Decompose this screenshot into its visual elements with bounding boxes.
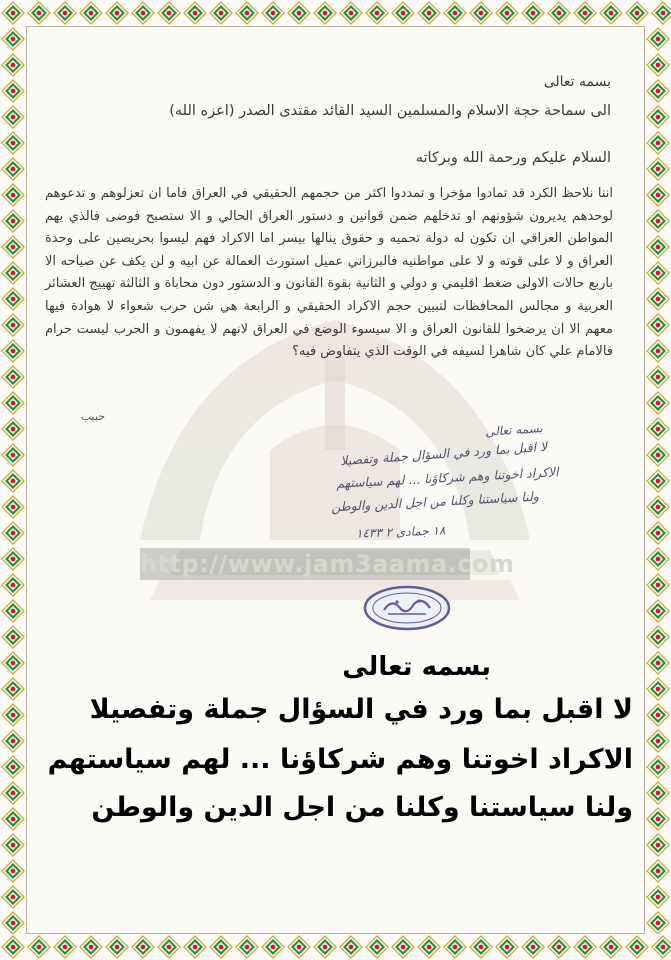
border-ornament: [312, 934, 338, 960]
seal-stamp-icon: [362, 584, 452, 632]
border-ornament: [645, 338, 671, 364]
border-ornament: [494, 0, 520, 26]
border-ornament: [0, 520, 26, 546]
border-ornament: [390, 0, 416, 26]
handwritten-line-2: لا اقبل بما ورد في السؤال جملة وتفصيلا: [339, 438, 548, 469]
border-ornament: [520, 0, 546, 26]
transcription-title: بسمه تعالى: [342, 652, 491, 682]
border-ornament: [0, 390, 26, 416]
border-ornament: [546, 934, 572, 960]
border-ornament: [546, 0, 572, 26]
border-ornament: [442, 0, 468, 26]
border-ornament: [645, 780, 671, 806]
border-ornament: [234, 934, 260, 960]
decorative-border-left: [0, 26, 26, 934]
border-ornament: [645, 52, 671, 78]
border-ornament: [0, 26, 26, 52]
border-ornament: [645, 624, 671, 650]
border-ornament: [156, 0, 182, 26]
border-ornament: [78, 0, 104, 26]
border-ornament: [645, 442, 671, 468]
border-ornament: [598, 0, 624, 26]
border-ornament: [645, 520, 671, 546]
border-ornament: [0, 806, 26, 832]
border-ornament: [494, 934, 520, 960]
border-ornament: [645, 702, 671, 728]
border-ornament: [0, 78, 26, 104]
border-ornament: [645, 910, 671, 934]
border-ornament: [645, 208, 671, 234]
border-ornament: [645, 260, 671, 286]
border-ornament: [645, 806, 671, 832]
border-ornament: [26, 934, 52, 960]
border-ornament: [0, 416, 26, 442]
border-ornament: [645, 650, 671, 676]
border-ornament: [0, 52, 26, 78]
border-ornament: [0, 260, 26, 286]
border-ornament: [0, 312, 26, 338]
border-ornament: [645, 572, 671, 598]
border-ornament: [645, 546, 671, 572]
border-ornament: [0, 546, 26, 572]
border-ornament: [645, 312, 671, 338]
handwritten-date: ١٨ جمادى ٢ ١٤٣٣: [355, 523, 446, 541]
border-ornament: [286, 934, 312, 960]
border-ornament: [645, 728, 671, 754]
border-ornament: [0, 0, 26, 26]
border-ornament: [0, 286, 26, 312]
border-ornament: [645, 26, 671, 52]
decorative-border-right: [645, 26, 671, 934]
border-ornament: [0, 780, 26, 806]
handwritten-line-3: الاكراد اخوتنا وهم شركاؤنا ... لهم سياستهم: [336, 464, 560, 491]
border-ornament: [0, 728, 26, 754]
border-ornament: [0, 650, 26, 676]
border-ornament: [0, 832, 26, 858]
border-ornament: [0, 104, 26, 130]
border-ornament: [0, 364, 26, 390]
border-ornament: [0, 468, 26, 494]
border-ornament: [416, 934, 442, 960]
border-ornament: [468, 934, 494, 960]
border-ornament: [0, 754, 26, 780]
border-ornament: [0, 934, 26, 960]
border-ornament: [645, 130, 671, 156]
border-ornament: [442, 934, 468, 960]
border-ornament: [260, 934, 286, 960]
border-ornament: [645, 468, 671, 494]
letter-signature: حبيب: [80, 410, 105, 423]
border-ornament: [0, 156, 26, 182]
border-ornament: [286, 0, 312, 26]
transcription-line-1: لا اقبل بما ورد في السؤال جملة وتفصيلا: [89, 694, 633, 725]
border-ornament: [312, 0, 338, 26]
border-ornament: [645, 884, 671, 910]
border-ornament: [208, 934, 234, 960]
border-ornament: [645, 598, 671, 624]
border-ornament: [208, 0, 234, 26]
border-ornament: [645, 858, 671, 884]
border-ornament: [645, 156, 671, 182]
border-ornament: [338, 934, 364, 960]
border-ornament: [130, 0, 156, 26]
border-ornament: [572, 934, 598, 960]
border-ornament: [468, 0, 494, 26]
letter-body: اننا نلاحظ الكرد قد تمادوا مؤخرا و تمددوا اكثر من حجمهم الحقيقي في العراق فاما ان تعزلوهم و تدعوهم لوحدهم يديرون شؤونهم او تدخلهم ضمن قوانين و دستور العراق الحالي و الا ستصبح فوضى فالذي يهم المواطن العراقي ان تكون له دولة تحميه و حقوق ينالها بيسر اما الاكراد فهم ليسوا بحريصين على وحدة العراق و لا على قوته و لا على مواطنيه فالبرزاني عميل استورث العمالة عن ابيه و لن يكف عن صياحه الا باربع حالات الاولى ضغط اقليمي و دولي و الثانية بقوة القانون و الدستور دون محاباة و الثالثة تهييج العشائر العربية و مجالس المحافظات لتبيين حجم الاكراد الحقيقي و الرابعة هي شن حرب شعواء لا هوادة فيها معهم الا ان يرضخوا للقانون العراق و الا سيسوء الوضع في العراق لانهم لا يفهمون و الحرب ليست حرام فالامام علي كان شاهرا لسيفه في الوقت الذي يتفاوض فيه؟: [45, 186, 613, 360]
border-ornament: [0, 702, 26, 728]
decorative-border-bottom: [0, 934, 671, 960]
border-ornament: [0, 130, 26, 156]
border-ornament: [0, 884, 26, 910]
border-ornament: [645, 494, 671, 520]
border-ornament: [260, 0, 286, 26]
border-ornament: [156, 934, 182, 960]
border-ornament: [645, 754, 671, 780]
border-ornament: [0, 338, 26, 364]
letter-greeting: السلام عليكم ورحمة الله وبركاته: [415, 150, 611, 166]
border-ornament: [0, 676, 26, 702]
border-ornament: [0, 494, 26, 520]
border-ornament: [520, 934, 546, 960]
border-ornament: [0, 208, 26, 234]
border-ornament: [645, 832, 671, 858]
handwritten-line-1: بسمه تعالى: [484, 421, 544, 439]
border-ornament: [390, 934, 416, 960]
border-ornament: [416, 0, 442, 26]
border-ornament: [645, 364, 671, 390]
border-ornament: [0, 234, 26, 260]
border-ornament: [26, 0, 52, 26]
border-ornament: [0, 624, 26, 650]
border-ornament: [338, 0, 364, 26]
border-ornament: [130, 934, 156, 960]
border-ornament: [52, 0, 78, 26]
border-ornament: [645, 676, 671, 702]
transcription-line-2: الاكراد اخوتنا وهم شركاؤنا ... لهم سياستهم: [47, 744, 633, 775]
letter-salutation: بسمه تعالى: [543, 74, 611, 90]
border-ornament: [598, 934, 624, 960]
border-ornament: [645, 104, 671, 130]
border-ornament: [572, 0, 598, 26]
decorative-border-top: [0, 0, 671, 26]
border-ornament: [52, 934, 78, 960]
border-ornament: [0, 910, 26, 934]
border-ornament: [0, 442, 26, 468]
border-ornament: [364, 934, 390, 960]
border-ornament: [645, 390, 671, 416]
border-ornament: [650, 934, 671, 960]
border-ornament: [234, 0, 260, 26]
handwritten-line-4: ولنا سياستنا وكلنا من اجل الدين والوطن: [330, 488, 540, 515]
border-ornament: [78, 934, 104, 960]
border-ornament: [624, 0, 650, 26]
watermark-url: http://www.jam3aama.com: [140, 550, 515, 578]
border-ornament: [0, 858, 26, 884]
letter-addressee: الى سماحة حجة الاسلام والمسلمين السيد القائد مقتدى الصدر (اعزه الله): [169, 103, 611, 119]
border-ornament: [104, 0, 130, 26]
border-ornament: [645, 286, 671, 312]
border-ornament: [0, 572, 26, 598]
border-ornament: [0, 598, 26, 624]
border-ornament: [364, 0, 390, 26]
border-ornament: [624, 934, 650, 960]
border-ornament: [182, 0, 208, 26]
border-ornament: [182, 934, 208, 960]
border-ornament: [645, 78, 671, 104]
border-ornament: [0, 182, 26, 208]
border-ornament: [645, 416, 671, 442]
border-ornament: [645, 234, 671, 260]
border-ornament: [645, 182, 671, 208]
border-ornament: [104, 934, 130, 960]
border-ornament: [650, 0, 671, 26]
transcription-line-3: ولنا سياستنا وكلنا من اجل الدين والوطن: [91, 792, 633, 823]
